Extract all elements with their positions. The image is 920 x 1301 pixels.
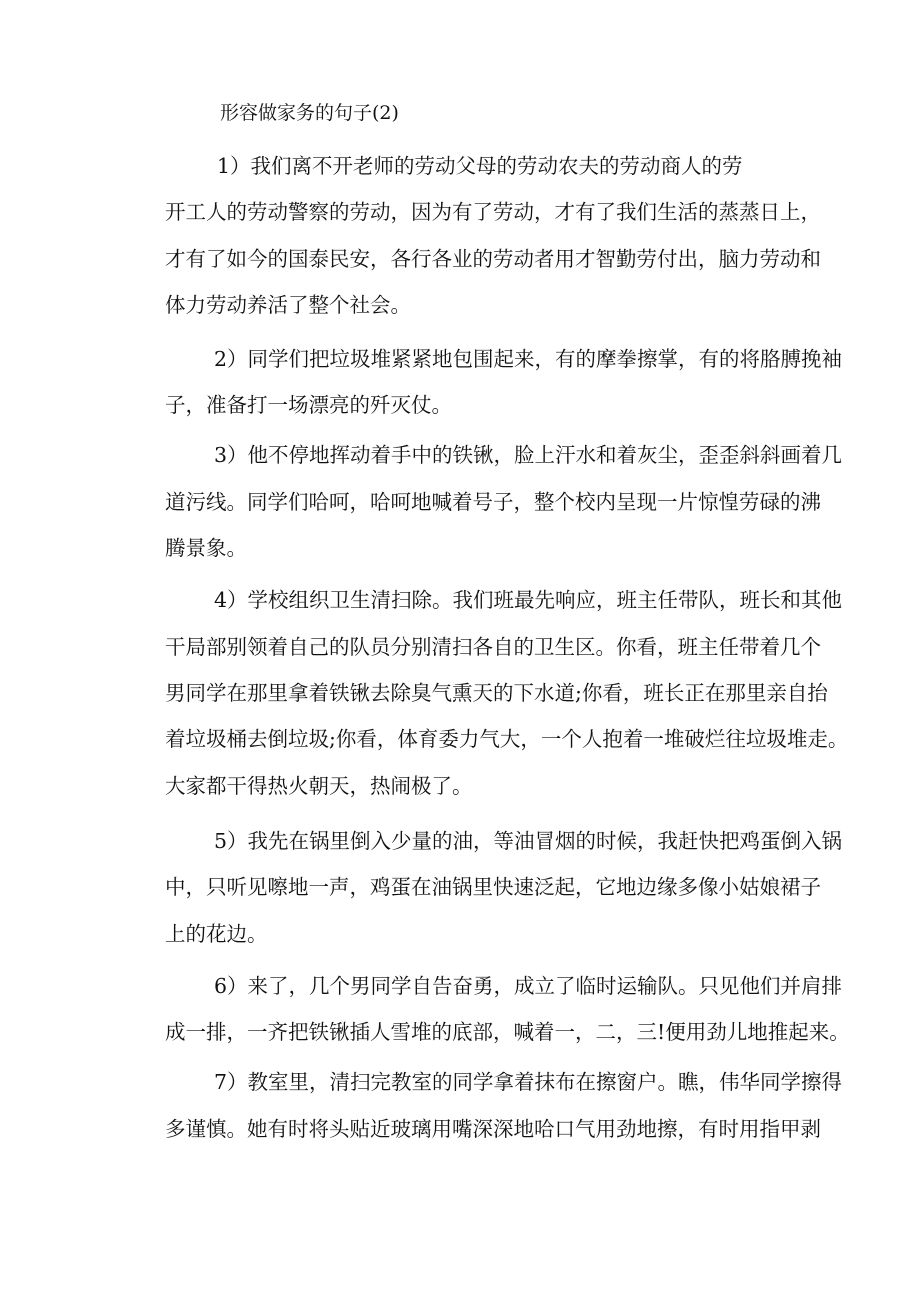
paragraph-1-line-4: 体力劳动养活了整个社会。: [165, 293, 411, 317]
paragraph-7-line-1: 7）教室里，清扫完教室的同学拿着抹布在擦窗户。瞧，伟华同学擦得: [214, 1070, 843, 1094]
paragraph-1-line-3: 才有了如今的国泰民安，各行各业的劳动者用才智勤劳付出，脑力劳动和: [165, 247, 821, 271]
paragraph-2-line-2: 子，准备打一场漂亮的歼灭仗。: [165, 393, 452, 417]
paragraph-4-line-4: 着垃圾桶去倒垃圾;你看，体育委力气大，一个人抱着一堆破烂往垃圾堆走。: [165, 727, 849, 751]
paragraph-1-line-1: 1）我们离不开老师的劳动父母的劳动农夫的劳动商人的劳: [217, 154, 743, 178]
paragraph-4-line-2: 干局部别领着自己的队员分别清扫各自的卫生区。你看，班主任带着几个: [165, 635, 821, 659]
paragraph-6-line-1: 6）来了，几个男同学自告奋勇，成立了临时运输队。只见他们并肩排: [214, 974, 843, 998]
paragraph-3-line-1: 3）他不停地挥动着手中的铁锹，脸上汗水和着灰尘，歪歪斜斜画着几: [214, 443, 843, 467]
paragraph-2-line-1: 2）同学们把垃圾堆紧紧地包围起来，有的摩拳擦掌，有的将胳膊挽袖: [214, 347, 843, 371]
paragraph-7-line-2: 多谨慎。她有时将头贴近玻璃用嘴深深地哈口气用劲地擦，有时用指甲剥: [165, 1117, 821, 1141]
paragraph-4-line-3: 男同学在那里拿着铁锹去除臭气熏天的下水道;你看，班长正在那里亲自抬: [165, 681, 828, 705]
paragraph-5-line-1: 5）我先在锅里倒入少量的油，等油冒烟的时候，我赶快把鸡蛋倒入锅: [214, 829, 843, 853]
paragraph-5-line-2: 中，只听见嚓地一声，鸡蛋在油锅里快速泛起，它地边缘多像小姑娘裙子: [165, 875, 821, 899]
paragraph-1-line-2: 开工人的劳动警察的劳动，因为有了劳动，才有了我们生活的蒸蒸日上，: [165, 200, 821, 224]
paragraph-3-line-3: 腾景象。: [165, 536, 247, 560]
paragraph-4-line-1: 4）学校组织卫生清扫除。我们班最先响应，班主任带队，班长和其他: [214, 588, 843, 612]
paragraph-5-line-3: 上的花边。: [165, 922, 268, 946]
paragraph-6-line-2: 成一排，一齐把铁锹插人雪堆的底部，喊着一，二，三!便用劲儿地推起来。: [165, 1020, 850, 1044]
document-title: 形容做家务的句子(2): [220, 102, 399, 124]
paragraph-4-line-5: 大家都干得热火朝天，热闹极了。: [165, 774, 473, 798]
paragraph-3-line-2: 道污线。同学们哈呵，哈呵地喊着号子，整个校内呈现一片惊惶劳碌的沸: [165, 490, 821, 514]
